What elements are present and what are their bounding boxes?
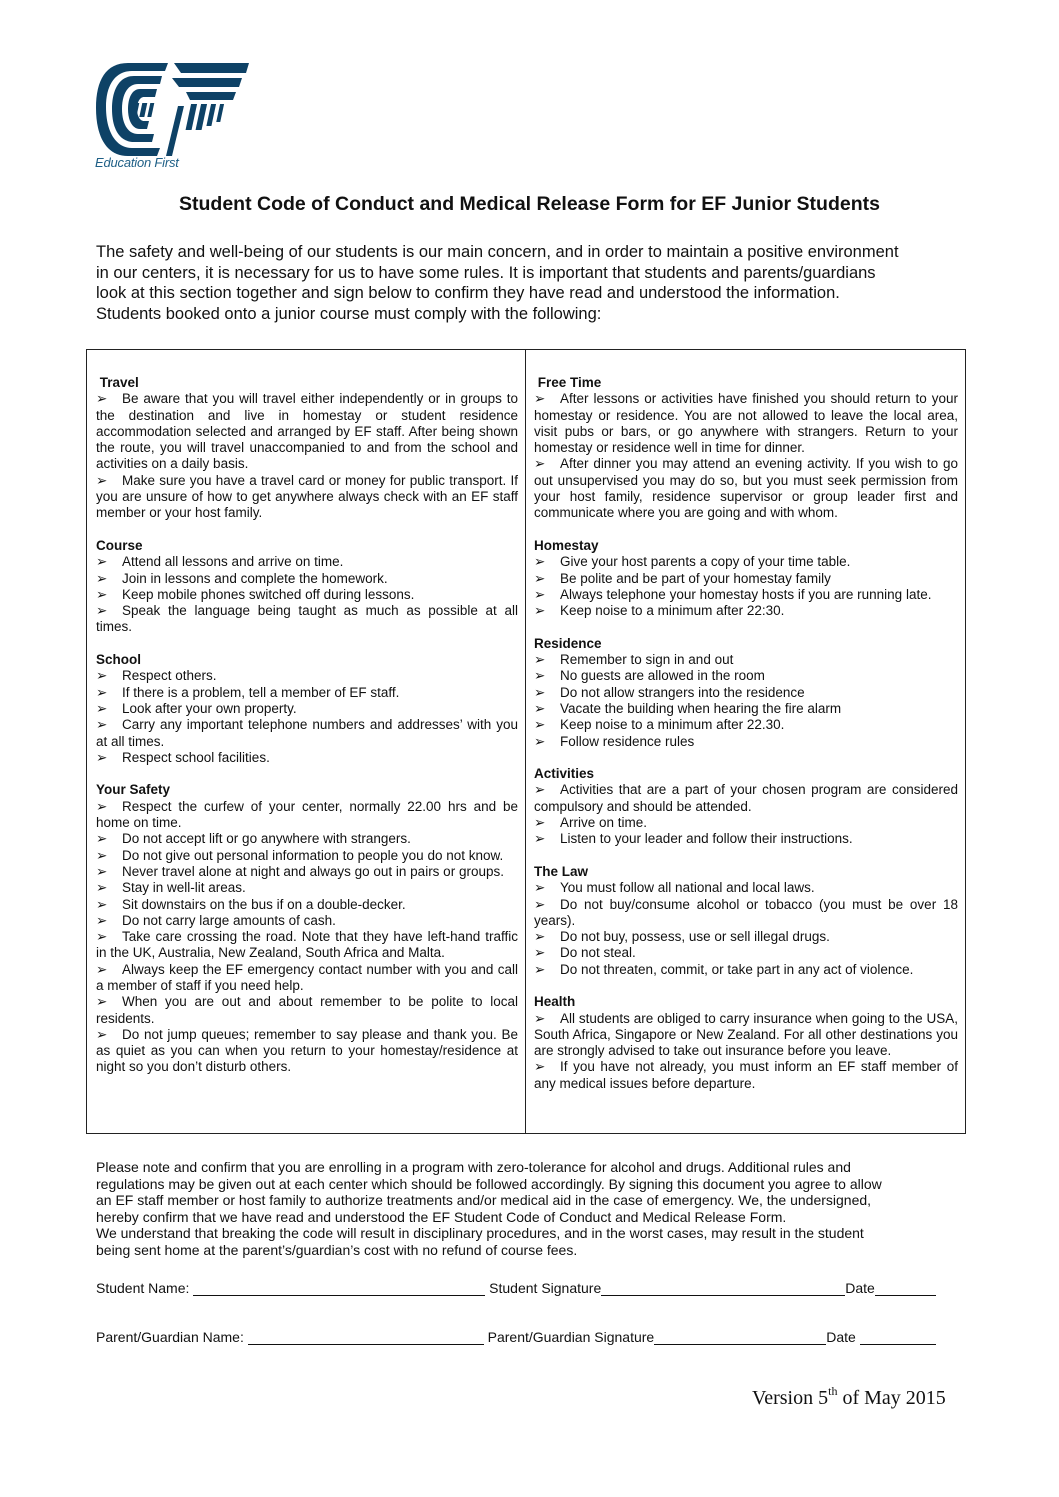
rules-section [96,538,518,636]
parent-signature-row [96,1329,936,1345]
rule-text: All students are obliged to carry insurance when going to the USA, South Africa, Singapore or New Zealand. For all other destinations you are strongly advised to take out insurance before you leave. [534,1010,958,1059]
bullet-arrow-icon: ➢ [96,994,108,1010]
bullet-arrow-icon: ➢ [96,798,108,814]
rule-item [534,1059,958,1092]
rule-text: Never travel alone at night and always go out in pairs or groups. [122,863,504,879]
bullet-arrow-icon: ➢ [96,603,108,619]
rule-text: Vacate the building when hearing the fire alarm [560,700,842,716]
rule-text: Always telephone your homestay hosts if you are running late. [560,586,932,602]
rule-item [534,652,958,668]
bullet-arrow-icon: ➢ [534,831,546,847]
bullet-arrow-icon: ➢ [96,668,108,684]
rules-section [96,652,518,766]
rule-item [534,897,958,930]
bullet-arrow-icon: ➢ [96,929,108,945]
bullet-arrow-icon: ➢ [96,749,108,765]
rule-text: Keep mobile phones switched off during lessons. [122,586,415,602]
bullet-arrow-icon: ➢ [534,603,546,619]
bullet-arrow-icon: ➢ [96,700,108,716]
bullet-arrow-icon: ➢ [534,717,546,733]
bullet-arrow-icon: ➢ [96,896,108,912]
bullet-arrow-icon: ➢ [534,684,546,700]
rule-item [534,456,958,521]
bullet-arrow-icon: ➢ [534,815,546,831]
bullet-arrow-icon: ➢ [96,912,108,928]
rule-text: Take care crossing the road. Note that they have left-hand traffic in the UK, Australia, New Zealand, South Africa and Malta. [96,929,518,961]
rule-item [534,554,958,570]
bullet-arrow-icon: ➢ [96,831,108,847]
rule-text: Join in lessons and complete the homework. [122,570,388,586]
bullet-arrow-icon: ➢ [96,717,108,733]
rule-text: Activities that are a part of your chosen program are considered compulsory and should be attended. [534,782,958,814]
disclaimer-line: We understand that breaking the code will result in disciplinary procedures, and in the worst cases, may result in the student [96,1225,864,1242]
bullet-arrow-icon: ➢ [534,700,546,716]
bullet-arrow-icon: ➢ [96,863,108,879]
rule-item [534,701,958,717]
rule-text: Arrive on time. [560,815,648,831]
rule-item [96,685,518,701]
rule-text: Carry any important telephone numbers and addresses’ with you at all times. [96,717,518,749]
rule-text: Respect others. [122,668,217,684]
rule-item [96,571,518,587]
section-title: The Law [534,863,589,879]
rule-item [96,897,518,913]
bullet-arrow-icon: ➢ [534,782,546,798]
rule-text: Do not steal. [560,945,636,961]
rule-text: Keep noise to a minimum after 22.30. [560,717,785,733]
bullet-arrow-icon: ➢ [534,733,546,749]
bullet-arrow-icon: ➢ [96,684,108,700]
rule-item [96,473,518,522]
rule-item [534,831,958,847]
rule-text: Do not allow strangers into the residence [560,684,805,700]
rules-section [534,375,958,522]
rule-item [534,782,958,815]
rule-item [96,962,518,995]
rule-text: Do not accept lift or go anywhere with strangers. [122,831,411,847]
rule-item [96,831,518,847]
rule-text: Follow residence rules [560,733,695,749]
bullet-arrow-icon: ➢ [534,961,546,977]
rule-item [534,945,958,961]
rule-text: Speak the language being taught as much as possible at all times. [96,603,518,635]
version-prefix: Version 5 [752,1387,829,1409]
rule-text: Look after your own property. [122,700,297,716]
rule-item [96,864,518,880]
rules-section [534,636,958,750]
section-title: Residence [534,635,602,651]
bullet-arrow-icon: ➢ [534,456,546,472]
section-title: Activities [534,766,595,782]
rule-text: If you have not already, you must inform an EF staff member of any medical issues before departure. [534,1059,958,1091]
rule-item [96,994,518,1027]
intro-line: The safety and well-being of our students is our main concern, and in order to maintain a positive environment [96,243,899,261]
version-note [752,1384,946,1410]
bullet-arrow-icon: ➢ [534,652,546,668]
parent-signature-field[interactable] [654,1330,826,1345]
section-title: Your Safety [96,782,171,798]
rule-text: Attend all lessons and arrive on time. [122,554,344,570]
rule-text: No guests are allowed in the room [560,668,765,684]
rule-item [96,750,518,766]
rules-right-column [534,375,958,1108]
rule-item [534,587,958,603]
bullet-arrow-icon: ➢ [534,945,546,961]
logo-caption: Education First [95,155,179,170]
bullet-arrow-icon: ➢ [96,472,108,488]
intro-paragraph [96,242,976,324]
rule-text: When you are out and about remember to be polite to local residents. [96,994,518,1026]
rule-item [96,929,518,962]
rule-text: Make sure you have a travel card or money for public transport. If you are unsure of how to get anywhere always check with an EF staff member or your host family. [96,472,518,521]
rules-left-column [96,375,518,1092]
rule-text: Respect the curfew of your center, normally 22.00 hrs and be home on time. [96,798,518,831]
rule-text: Do not give out personal information to people you do not know. [122,847,504,863]
rule-text: You must follow all national and local laws. [560,880,815,896]
rules-table [86,349,966,1134]
rule-text: Sit downstairs on the bus if on a double-decker. [122,896,406,912]
rule-text: Do not carry large amounts of cash. [122,912,336,928]
version-superscript: th [828,1384,838,1398]
rules-section [96,782,518,1075]
student-signature-field[interactable] [601,1281,845,1296]
rule-text: Remember to sign in and out [560,652,734,668]
section-title: Health [534,994,576,1010]
parent-date-label: Date [826,1329,856,1345]
rule-text: Stay in well-lit areas. [122,880,246,896]
disclaimer-line: being sent home at the parent’s/guardian’s cost with no refund of course fees. [96,1241,578,1258]
disclaimer-line: Please note and confirm that you are enrolling in a program with zero-tolerance for alcohol and drugs. Additional rules and [96,1159,851,1175]
rule-item [534,603,958,619]
intro-line: Students booked onto a junior course must comply with the following: [96,304,602,323]
rule-text: Do not jump queues; remember to say please and thank you. Be as quiet as you can when you return to your homestay/residence at night so you don’t disturb others. [96,1026,518,1075]
rule-text: Listen to your leader and follow their instructions. [560,831,853,847]
rule-item [96,668,518,684]
bullet-arrow-icon: ➢ [534,880,546,896]
rule-item [534,668,958,684]
rule-text: If there is a problem, tell a member of EF staff. [122,684,400,700]
bullet-arrow-icon: ➢ [534,391,546,407]
rule-text: Do not threaten, commit, or take part in any act of violence. [560,961,914,977]
disclaimer-line: hereby confirm that we have read and understood the EF Student Code of Conduct and Medical Release Form. [96,1208,787,1225]
rules-section [96,375,518,522]
intro-line: look at this section together and sign below to confirm they have read and understood the information. [96,284,840,303]
column-divider [525,350,526,1133]
page-title: Student Code of Conduct and Medical Release Form for EF Junior Students [179,193,880,215]
rule-item [96,799,518,832]
parent-date-field[interactable] [860,1330,936,1345]
section-title: School [96,652,142,668]
section-title: Free Time [534,375,602,390]
bullet-arrow-icon: ➢ [96,570,108,586]
rule-item [96,717,518,750]
rule-text: After dinner you may attend an evening activity. If you wish to go out unsupervised you may do so, but you must seek permission from your host family, residence supervisor or group leader first and communicate where you are going and with whom. [534,456,958,521]
bullet-arrow-icon: ➢ [96,586,108,602]
rule-item [534,685,958,701]
rule-text: Do not buy/consume alcohol or tobacco (you must be over 18 years). [534,896,958,928]
student-name-field[interactable] [193,1281,485,1296]
bullet-arrow-icon: ➢ [534,554,546,570]
disclaimer-paragraph [96,1159,976,1259]
bullet-arrow-icon: ➢ [96,391,108,407]
rule-text: Be polite and be part of your homestay family [560,570,831,586]
rule-item [96,1027,518,1076]
rule-item [534,717,958,733]
rule-item [96,587,518,603]
parent-name-label: Parent/Guardian Name: [96,1329,244,1345]
student-signature-row [96,1280,936,1296]
disclaimer-line: an EF staff member or host family to authorize treatments and/or medical aid in the case of emergency. We, the undersigned, [96,1192,872,1209]
rule-item [534,734,958,750]
version-suffix: of May 2015 [837,1387,946,1409]
rule-item [96,701,518,717]
rule-item [534,962,958,978]
rules-section [534,766,958,847]
bullet-arrow-icon: ➢ [96,880,108,896]
student-signature-label: Student Signature [489,1280,602,1296]
bullet-arrow-icon: ➢ [96,554,108,570]
bullet-arrow-icon: ➢ [534,1059,546,1075]
bullet-arrow-icon: ➢ [534,1010,546,1026]
bullet-arrow-icon: ➢ [534,586,546,602]
bullet-arrow-icon: ➢ [96,1026,108,1042]
rule-item [534,929,958,945]
rule-text: Give your host parents a copy of your time table. [560,554,851,570]
rule-text: After lessons or activities have finished you should return to your homestay or residence. You are not allowed to leave the local area, visit pubs or bars, or go anywhere with strangers. Return to your homestay or residence well in time for dinner. [534,391,958,456]
student-name-label: Student Name: [96,1280,190,1296]
rule-item [96,913,518,929]
rule-text: Be aware that you will travel either independently or in groups to the destination and live in homestay or student residence accommodation selected and arranged by EF staff. After being shown the route, you will travel unaccompanied to and from the school and activities on a daily basis. [96,391,518,472]
disclaimer-line: regulations may be given out at each center which should be followed accordingly. By signing this document you agree to allow [96,1175,882,1192]
rule-text: Always keep the EF emergency contact number with you and call a member of staff if you need help. [96,961,518,993]
rule-item [96,603,518,636]
section-title: Homestay [534,537,599,553]
bullet-arrow-icon: ➢ [534,570,546,586]
rule-text: Keep noise to a minimum after 22:30. [560,603,785,619]
section-title: Travel [96,375,139,390]
rule-item [534,391,958,456]
bullet-arrow-icon: ➢ [534,929,546,945]
parent-signature-label: Parent/Guardian Signature [487,1329,655,1345]
rule-text: Do not buy, possess, use or sell illegal drugs. [560,929,830,945]
student-date-label: Date [845,1280,875,1296]
section-title: Course [96,537,143,553]
rules-section [534,538,958,619]
bullet-arrow-icon: ➢ [96,961,108,977]
bullet-arrow-icon: ➢ [534,668,546,684]
rules-section [534,994,958,1092]
ef-logo-mark [94,62,254,157]
rule-item [96,391,518,472]
student-date-field[interactable] [875,1281,936,1296]
bullet-arrow-icon: ➢ [534,896,546,912]
parent-name-field[interactable] [248,1330,484,1345]
bullet-arrow-icon: ➢ [96,847,108,863]
intro-line: in our centers, it is necessary for us to have some rules. It is important that students and parents/guardians [96,263,876,282]
rule-text: Respect school facilities. [122,749,270,765]
rule-item [96,880,518,896]
rules-section [534,864,958,978]
rule-item [96,848,518,864]
rule-item [534,571,958,587]
rule-item [96,554,518,570]
rule-item [534,880,958,896]
rule-item [534,815,958,831]
rule-item [534,1011,958,1060]
